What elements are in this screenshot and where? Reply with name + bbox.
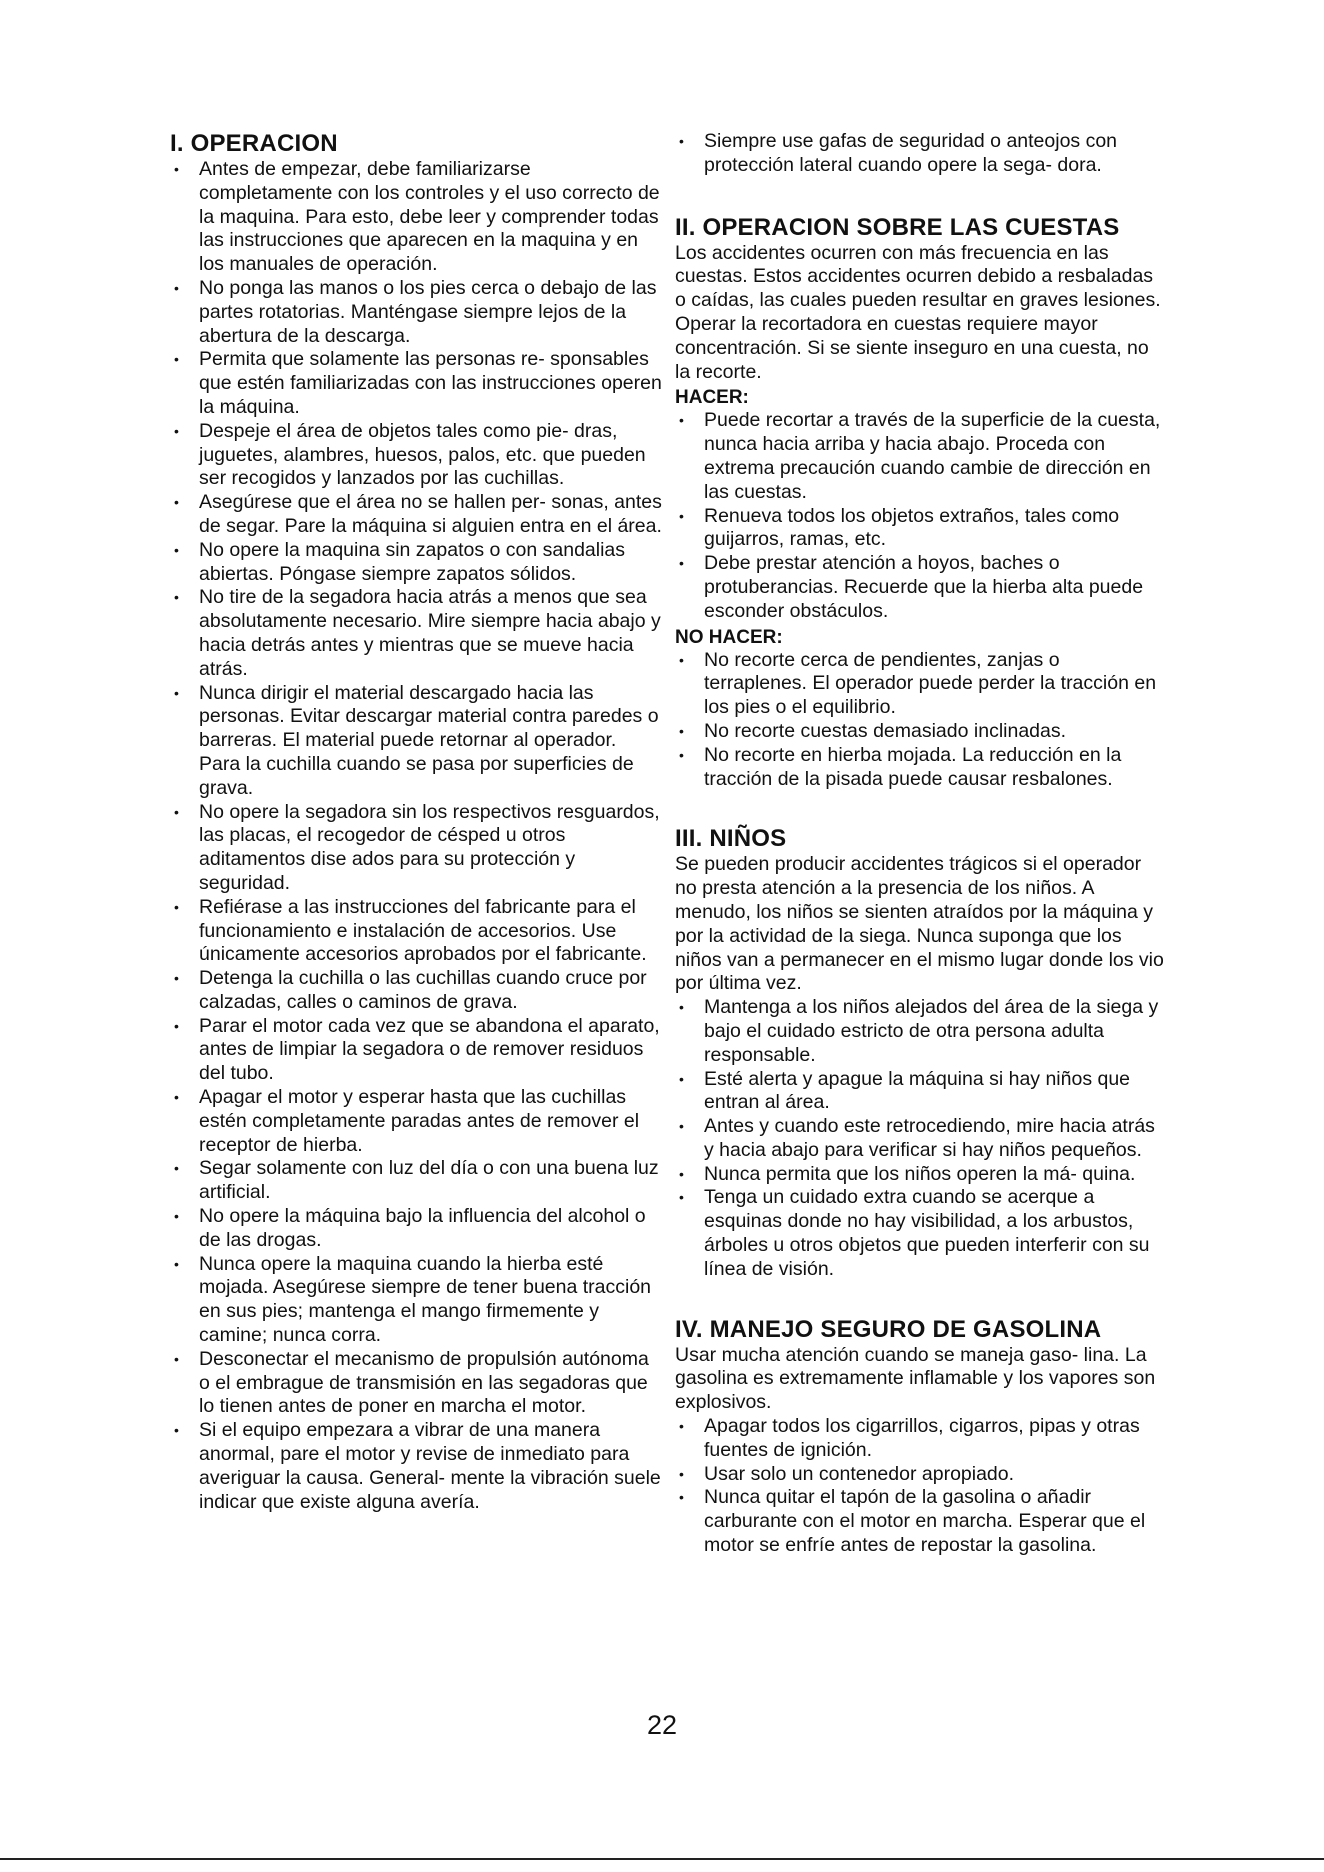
- list-item: • Nunca opere la maquina cuando la hierba esté mojada. Asegúrese siempre de tener buena tracción en sus pies; mantenga el mango firmemente y camine; nunca corra.: [170, 1253, 662, 1348]
- section-title-cuestas: II. OPERACION SOBRE LAS CUESTAS: [675, 213, 1120, 241]
- list-item: • Renueva todos los objetos extraños, tales como guijarros, ramas, etc.: [675, 505, 1165, 553]
- operacion-list: [170, 158, 662, 1514]
- list-item: • Asegúrese que el área no se hallen per- sonas, antes de segar. Pare la máquina si alguien entra en el área.: [170, 491, 662, 539]
- hacer-heading: HACER:: [675, 387, 749, 409]
- list-item: • Si el equipo empezara a vibrar de una manera anormal, pare el motor y revise de inmediato para averiguar la causa. General- mente la vibración suele indicar que existe alguna avería.: [170, 1419, 662, 1514]
- cuestas-intro: Los accidentes ocurren con más frecuencia en las cuestas. Estos accidentes ocurren debido a resbaladas o caídas, las cuales pueden resultar en graves lesiones. Operar la recortadora en cuestas requiere mayor concentración. Si se siente inseguro en una cuesta, no la recorte.: [675, 241, 1161, 383]
- operacion-list-continued: [675, 130, 1165, 178]
- list-item: • Puede recortar a través de la superficie de la cuesta, nunca hacia arriba y hacia abajo. Proceda con extrema precaución cuando cambie de dirección en las cuestas.: [675, 409, 1165, 504]
- list-item: • Detenga la cuchilla o las cuchillas cuando cruce por calzadas, calles o caminos de grava.: [170, 967, 662, 1015]
- page-number: 22: [646, 1710, 678, 1740]
- list-item: • Nunca quitar el tapón de la gasolina o añadir carburante con el motor en marcha. Esperar que el motor se enfríe antes de repostar la gasolina.: [675, 1486, 1165, 1557]
- list-item: • Permita que solamente las personas re- sponsables que estén familiarizadas con las instrucciones operen la máquina.: [170, 348, 662, 419]
- bottom-divider: [0, 1858, 1324, 1860]
- ninos-list: [675, 996, 1165, 1282]
- list-item: • Siempre use gafas de seguridad o anteojos con protección lateral cuando opere la sega- dora.: [675, 130, 1165, 178]
- section-title-gasolina: IV. MANEJO SEGURO DE GASOLINA: [675, 1315, 1102, 1343]
- list-item: • Apagar todos los cigarrillos, cigarros, pipas y otras fuentes de ignición.: [675, 1415, 1165, 1463]
- list-item: • No ponga las manos o los pies cerca o debajo de las partes rotatorias. Manténgase siempre lejos de la abertura de la descarga.: [170, 277, 662, 348]
- list-item: • Apagar el motor y esperar hasta que las cuchillas estén completamente paradas antes de remover el receptor de hierba.: [170, 1086, 662, 1157]
- no-hacer-heading: NO HACER:: [675, 626, 783, 648]
- ninos-intro: Se pueden producir accidentes trágicos si el operador no presta atención a la presencia de los niños. A menudo, los niños se sienten atraídos por la máquina y por la actividad de la siega. Nunca suponga que los niños van a permanecer en el mismo lugar donde los vio por última vez.: [675, 853, 1164, 995]
- list-item: • No recorte en hierba mojada. La reducción en la tracción de la pisada puede causar resbalones.: [675, 744, 1165, 792]
- right-column: [675, 130, 1165, 1558]
- list-item: • Usar solo un contenedor apropiado.: [675, 1463, 1165, 1487]
- hacer-list: [675, 409, 1165, 623]
- section-title-ninos: III. NIÑOS: [675, 825, 787, 853]
- no-hacer-list: [675, 649, 1165, 792]
- list-item: • No opere la segadora sin los respectivos resguardos, las placas, el recogedor de césped u otros aditamentos dise ados para su protección y seguridad.: [170, 801, 662, 896]
- list-item: • Parar el motor cada vez que se abandona el aparato, antes de limpiar la segadora o de remover residuos del tubo.: [170, 1015, 662, 1086]
- list-item: • Nunca dirigir el material descargado hacia las personas. Evitar descargar material contra paredes o barreras. El material puede retornar al operador. Para la cuchilla cuando se pasa por superficies de grava.: [170, 682, 662, 801]
- list-item: • No opere la máquina bajo la influencia del alcohol o de las drogas.: [170, 1205, 662, 1253]
- gasolina-list: [675, 1415, 1165, 1558]
- list-item: • Nunca permita que los niños operen la má- quina.: [675, 1163, 1165, 1187]
- list-item: • Tenga un cuidado extra cuando se acerque a esquinas donde no hay visibilidad, a los arbustos, árboles u otros objetos que pueden interferir con su línea de visión.: [675, 1186, 1165, 1281]
- list-item: • Despeje el área de objetos tales como pie- dras, juguetes, alambres, huesos, palos, etc. que pueden ser recogidos y lanzados por las cuchillas.: [170, 420, 662, 491]
- list-item: • Segar solamente con luz del día o con una buena luz artificial.: [170, 1157, 662, 1205]
- left-column: [170, 130, 662, 1514]
- gasolina-intro: Usar mucha atención cuando se maneja gaso- lina. La gasolina es extremamente inflamable y los vapores son explosivos.: [675, 1343, 1156, 1414]
- list-item: • No recorte cerca de pendientes, zanjas o terraplenes. El operador puede perder la tracción en los pies o el equilibrio.: [675, 649, 1165, 720]
- list-item: • No recorte cuestas demasiado inclinadas.: [675, 720, 1165, 744]
- list-item: • Debe prestar atención a hoyos, baches o protuberancias. Recuerde que la hierba alta puede esconder obstáculos.: [675, 552, 1165, 623]
- section-title-operacion: I. OPERACION: [170, 130, 338, 157]
- list-item: • No opere la maquina sin zapatos o con sandalias abiertas. Póngase siempre zapatos sólidos.: [170, 539, 662, 587]
- list-item: • Antes y cuando este retrocediendo, mire hacia atrás y hacia abajo para verificar si hay niños pequeños.: [675, 1115, 1165, 1163]
- list-item: • Refiérase a las instrucciones del fabricante para el funcionamiento e instalación de accesorios. Use únicamente accesorios aprobados por el fabricante.: [170, 896, 662, 967]
- list-item: • Desconectar el mecanismo de propulsión autónoma o el embrague de transmisión en las segadoras que lo tienen antes de poner en marcha el motor.: [170, 1348, 662, 1419]
- list-item: • No tire de la segadora hacia atrás a menos que sea absolutamente necesario. Mire siempre hacia abajo y hacia detrás antes y mientras que se mueve hacia atrás.: [170, 586, 662, 681]
- list-item: • Mantenga a los niños alejados del área de la siega y bajo el cuidado estricto de otra persona adulta responsable.: [675, 996, 1165, 1067]
- list-item: • Antes de empezar, debe familiarizarse completamente con los controles y el uso correcto de la maquina. Para esto, debe leer y comprender todas las instrucciones que aparecen en la maquina y en los manuales de operación.: [170, 158, 662, 277]
- list-item: • Esté alerta y apague la máquina si hay niños que entran al área.: [675, 1068, 1165, 1116]
